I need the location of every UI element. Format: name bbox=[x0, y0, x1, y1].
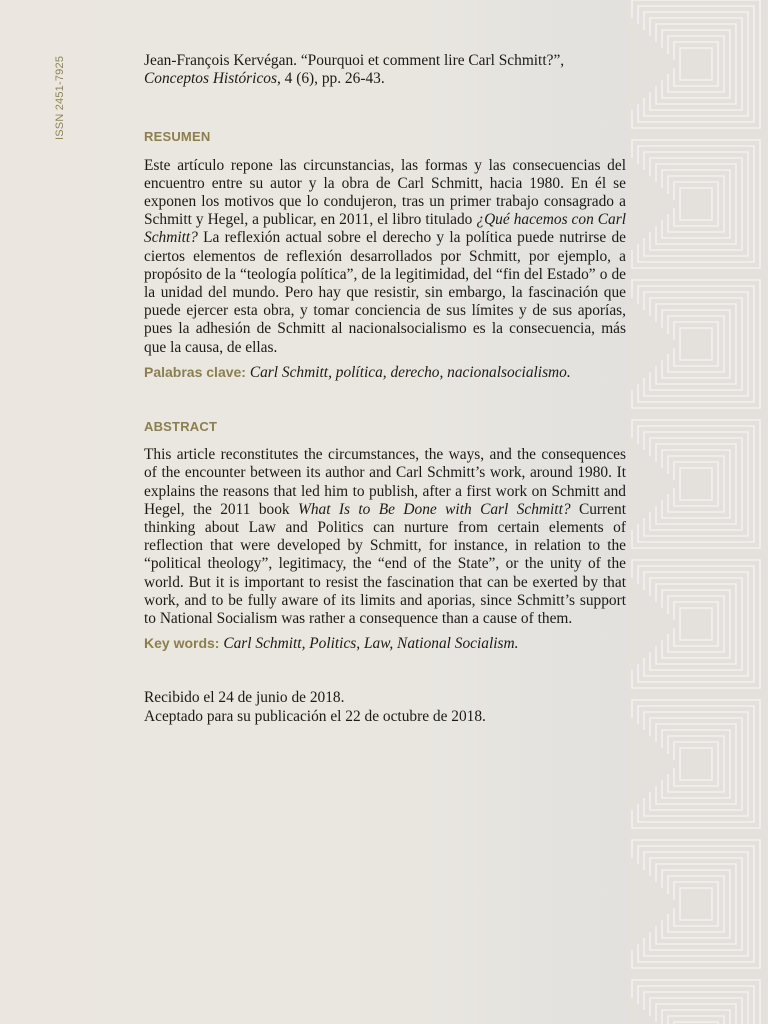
issn-label: ISSN 2451-7925 bbox=[54, 55, 66, 140]
abstract-text-part2: Current thinking about Law and Politics can nurture from certain elements of reflection that were developed by Schmitt, for instance, in relation to the “political theology”, legitimacy, the “end of the State”, or the unity of the world. But it is important to resist the fascination that can be exerted by that work, and to be fully aware of its limits and aporias, since Schmitt’s support to National Socialism was rather a consequence than a cause of them. bbox=[144, 500, 626, 628]
abstract-text-part1: This article reconstitutes the circumstances, the ways, and the consequences of the encounter between its author and Carl Schmitt’s work, around 1980. It explains the reasons that led him to publish, after a first work on Schmitt and Hegel, the 2011 book bbox=[144, 446, 626, 518]
meander-line bbox=[680, 188, 712, 220]
meander-line bbox=[668, 876, 724, 932]
article-front-matter bbox=[144, 52, 626, 726]
meander-line bbox=[662, 590, 730, 658]
meander-line bbox=[650, 998, 742, 1024]
meander-line bbox=[668, 316, 724, 372]
abstract-keywords bbox=[144, 634, 626, 653]
resumen-heading: RESUMEN bbox=[144, 129, 211, 145]
meander-line bbox=[632, 420, 760, 548]
resumen-text-part1: Este artículo repone las circunstancias, las formas y las consecuencias del encuentro entre su autor y la obra de Carl Schmitt, hacia 1980. En él se exponen los motivos que lo condujeron, tras un primer trabajo consagrado a Schmitt y Hegel, a publicar, en 2011, el libro titulado bbox=[144, 156, 626, 229]
meander-line bbox=[662, 310, 730, 378]
abstract-heading: ABSTRACT bbox=[144, 419, 218, 435]
meander-line bbox=[650, 298, 742, 390]
meander-line bbox=[644, 852, 748, 956]
meander-line bbox=[668, 456, 724, 512]
meander-line bbox=[680, 888, 712, 920]
meander-line bbox=[662, 870, 730, 938]
resumen-text bbox=[144, 157, 626, 357]
meander-line bbox=[644, 712, 748, 816]
resumen-text-part2: La reflexión actual sobre el derecho y la política puede nutrirse de ciertos elementos de reflexión desarrollados por Schmitt, por ejemplo, a propósito de la “teología política”, de la legitimidad, del “fin del Estado” o de la unidad del mundo. Pero hay que resistir, sin embargo, la fascinación que puede ejercer esta obra, y tomar conciencia de sus límites y de sus aporías, pues la adhesión de Schmitt al nacionalsocialismo es la consecuencia, más que la causa, de ellas. bbox=[144, 229, 626, 356]
meander-line bbox=[668, 36, 724, 92]
meander-line bbox=[632, 560, 760, 688]
received-date: Recibido el 24 de junio de 2018. bbox=[144, 689, 345, 707]
meander-line bbox=[680, 328, 712, 360]
meander-line bbox=[650, 858, 742, 950]
meander-line bbox=[644, 992, 748, 1024]
meander-line bbox=[632, 700, 760, 828]
meander-line bbox=[668, 736, 724, 792]
meander-line bbox=[632, 140, 760, 268]
meander-line bbox=[680, 468, 712, 500]
resumen-keywords-label: Palabras clave: bbox=[144, 363, 246, 380]
submission-dates bbox=[144, 689, 626, 725]
meander-line bbox=[650, 18, 742, 110]
decorative-meander-pattern bbox=[626, 0, 768, 1024]
citation-author-title: Jean-François Kervégan. “Pourquoi et comment lire Carl Schmitt?”, bbox=[144, 52, 565, 69]
meander-line bbox=[650, 438, 742, 530]
abstract-keywords-label: Key words: bbox=[144, 635, 220, 652]
resumen-keywords bbox=[144, 363, 626, 382]
meander-line bbox=[632, 280, 760, 408]
meander-line bbox=[644, 432, 748, 536]
meander-line bbox=[662, 450, 730, 518]
meander-line bbox=[650, 718, 742, 810]
meander-line bbox=[662, 170, 730, 238]
meander-line bbox=[644, 152, 748, 256]
abstract-book-title: What Is to Be Done with Carl Schmitt? bbox=[298, 500, 571, 518]
abstract-text bbox=[144, 446, 626, 628]
meander-line bbox=[644, 292, 748, 396]
meander-line bbox=[662, 730, 730, 798]
citation bbox=[144, 52, 626, 88]
accepted-date: Aceptado para su publicación el 22 de octubre de 2018. bbox=[144, 707, 486, 725]
meander-line bbox=[644, 12, 748, 116]
abstract-keywords-list: Carl Schmitt, Politics, Law, National Socialism. bbox=[223, 635, 519, 653]
meander-line bbox=[680, 608, 712, 640]
resumen-book-title: ¿Qué hacemos con Carl Schmitt? bbox=[144, 211, 626, 247]
citation-journal: Conceptos Históricos bbox=[144, 70, 277, 88]
meander-line bbox=[668, 176, 724, 232]
meander-line bbox=[644, 572, 748, 676]
meander-line bbox=[632, 840, 760, 968]
meander-line bbox=[680, 48, 712, 80]
meander-line bbox=[650, 158, 742, 250]
resumen-keywords-list: Carl Schmitt, política, derecho, nacionalsocialismo. bbox=[249, 363, 571, 381]
meander-line bbox=[662, 30, 730, 98]
citation-volume-pages: , 4 (6), pp. 26-43. bbox=[276, 70, 385, 88]
meander-line bbox=[668, 596, 724, 652]
meander-line bbox=[632, 0, 760, 128]
meander-line bbox=[650, 578, 742, 670]
meander-line bbox=[680, 748, 712, 780]
